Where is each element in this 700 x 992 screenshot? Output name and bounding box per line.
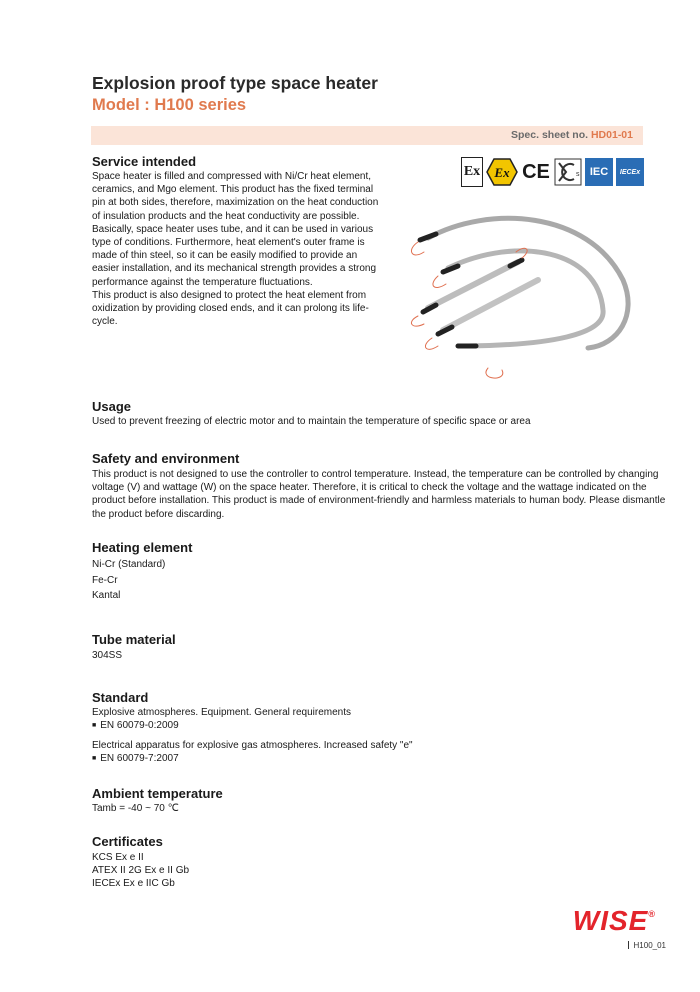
spec-code: HD01-01	[590, 129, 633, 141]
registered-mark: ®	[648, 909, 656, 919]
document-title: Explosion proof type space heater	[92, 73, 378, 93]
heating-item: Fe-Cr	[92, 574, 118, 586]
standard-description: Explosive atmospheres. Equipment. General requirements	[92, 707, 352, 718]
certificate-item: ATEX II 2G Ex e II Gb	[92, 865, 190, 877]
wise-logo	[573, 905, 656, 937]
ce-mark-icon: CE	[522, 160, 550, 183]
page-code: H100_01	[628, 941, 666, 950]
certificate-item: IECEx Ex e IIC Gb	[92, 878, 175, 890]
heating-item: Kantal	[92, 590, 121, 601]
certificate-item: KCS Ex e II	[92, 852, 144, 863]
heating-element-heading: Heating element	[92, 540, 193, 555]
safety-text: This product is not designed to use the controller to control temperature. Instead, the temperature can be controlled by changing voltage (V) and wattage (W) on the space heater. Therefore, it is critical to check the voltage and the wattage indicated on the product before installation. This product is made of environment-friendly and harmless materials to human body. Please dismantle the product before discarding.	[92, 469, 666, 520]
ex-box-icon: Ex	[461, 157, 483, 187]
atex-hexagon-label: Ex	[494, 165, 510, 180]
wise-logo-text: WISE	[572, 905, 649, 936]
svg-text:s: s	[576, 171, 580, 178]
space-heater-product-image	[398, 200, 648, 400]
iec-logo-icon: IEC	[585, 158, 613, 186]
kcs-mark-icon	[554, 158, 582, 186]
service-paragraph-1: Space heater is filled and compressed with Ni/Cr heat element, ceramics, and Mgo element. This product has the fixed terminal pin at both sides, therefore, maximization on the heat conduction of insulation products and the heat conductivity are possible.	[92, 171, 379, 222]
service-paragraph-2: Basically, space heater uses tube, and it can be used in various type of conditions. Furthermore, heat element's outer frame is made of thin steel, so it can be easily modified to provide an easier installation, and its mechanical strength provides a strong performance against the temperature fluctuations.	[92, 223, 377, 288]
spec-sheet-bar	[91, 126, 643, 145]
spec-sheet-number	[511, 129, 633, 141]
usage-heading: Usage	[92, 399, 132, 414]
standard-code: ■ EN 60079-7:2007	[92, 752, 652, 766]
tube-material-text: 304SS	[92, 650, 123, 661]
atex-hexagon-icon	[486, 158, 518, 186]
heating-item: Ni-Cr (Standard)	[92, 559, 166, 570]
spec-label: Spec. sheet no.	[511, 129, 589, 141]
service-paragraph-3: This product is also designed to protect the heat element from oxidization by providing closed ends, and it can prolong its life-cycle.	[92, 289, 369, 328]
service-intended-text	[92, 170, 387, 328]
standard-description: Electrical apparatus for explosive gas atmospheres. Increased safety "e"	[92, 740, 413, 751]
tube-material-heading: Tube material	[92, 632, 176, 647]
ambient-temperature-heading: Ambient temperature	[92, 786, 223, 801]
certificates-list	[92, 851, 189, 891]
ambient-temperature-text: Tamb = -40 ~ 70 ℃	[92, 803, 179, 814]
iecex-logo-icon: IECEx	[616, 158, 644, 186]
usage-text: Used to prevent freezing of electric motor and to maintain the temperature of specific space or area	[92, 416, 531, 427]
standard-heading: Standard	[92, 690, 149, 705]
standard-block-2	[92, 739, 652, 766]
certificates-heading: Certificates	[92, 834, 163, 849]
heating-element-list	[92, 557, 165, 604]
safety-heading: Safety and environment	[92, 451, 240, 466]
standard-code: ■ EN 60079-0:2009	[92, 719, 652, 733]
service-intended-heading: Service intended	[92, 154, 197, 169]
model-subtitle: Model : H100 series	[92, 96, 247, 114]
standard-block-1	[92, 706, 652, 733]
certification-logos	[461, 157, 644, 187]
